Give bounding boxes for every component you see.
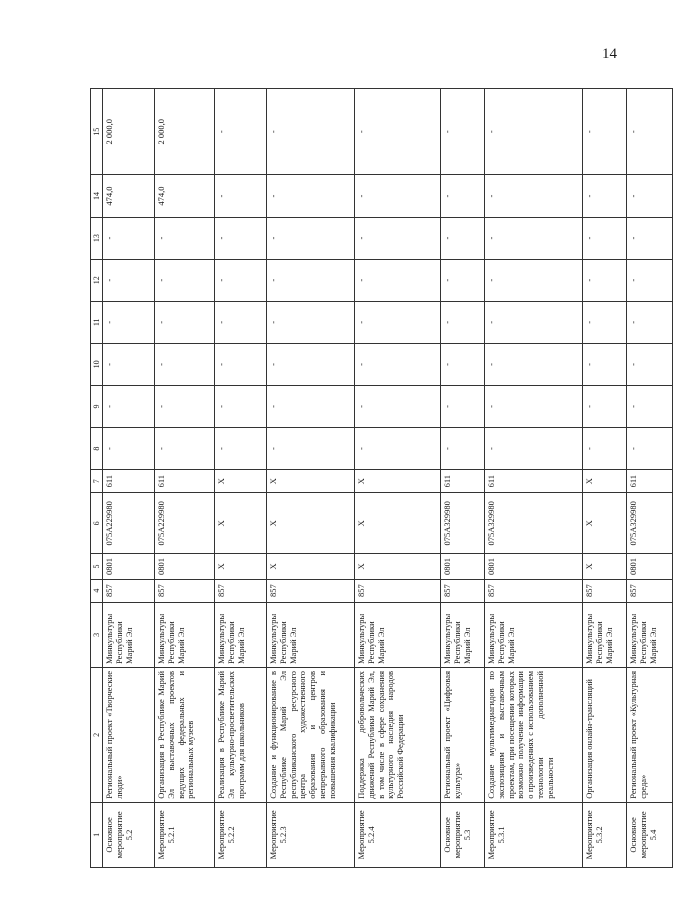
table-row: [583, 89, 627, 868]
cell-col11: -: [215, 301, 267, 343]
cell-col15: 2 000,0: [155, 89, 215, 175]
cell-col10: -: [103, 343, 155, 385]
cell-col13: -: [355, 217, 441, 259]
cell-col15: -: [583, 89, 627, 175]
page-number: 14: [602, 46, 617, 62]
cell-col14: -: [627, 175, 673, 217]
column-header-13: 13: [91, 217, 103, 259]
cell-col11: -: [627, 301, 673, 343]
cell-col14: -: [215, 175, 267, 217]
table-row: [441, 89, 485, 868]
cell-col12: -: [355, 259, 441, 301]
column-header-10: 10: [91, 343, 103, 385]
cell-executor: Минкультуры Республики Марий Эл: [627, 602, 673, 667]
cell-measure-number: Мероприятие 5.3.2: [583, 802, 627, 867]
column-header-9: 9: [91, 385, 103, 427]
cell-col9: -: [355, 385, 441, 427]
cell-col12: -: [485, 259, 583, 301]
cell-col7: X: [355, 470, 441, 493]
column-header-6: 6: [91, 493, 103, 554]
cell-col4: 857: [155, 579, 215, 602]
cell-col11: -: [441, 301, 485, 343]
cell-measure-name: Региональный проект «Цифровая культура»: [441, 668, 485, 803]
cell-col6: 075A229980: [103, 493, 155, 554]
cell-col6: 075A229980: [155, 493, 215, 554]
cell-col14: -: [441, 175, 485, 217]
cell-col14: -: [583, 175, 627, 217]
cell-col10: -: [441, 343, 485, 385]
cell-col15: -: [267, 89, 355, 175]
cell-col14: -: [485, 175, 583, 217]
cell-col5: X: [267, 554, 355, 579]
cell-col9: -: [441, 385, 485, 427]
cell-col13: -: [155, 217, 215, 259]
cell-executor: Минкультуры Республики Марий Эл: [441, 602, 485, 667]
cell-col12: -: [103, 259, 155, 301]
cell-col10: -: [155, 343, 215, 385]
cell-col9: -: [267, 385, 355, 427]
cell-measure-name: Реализация в Республике Марий Эл культурно-просветительских программ для школьников: [215, 668, 267, 803]
cell-col7: X: [583, 470, 627, 493]
cell-col6: X: [267, 493, 355, 554]
cell-col9: -: [215, 385, 267, 427]
cell-col10: -: [215, 343, 267, 385]
cell-executor: Минкультуры Республики Марий Эл: [215, 602, 267, 667]
cell-col5: 0801: [103, 554, 155, 579]
cell-col12: -: [215, 259, 267, 301]
cell-col9: -: [103, 385, 155, 427]
cell-col8: -: [215, 428, 267, 470]
cell-col13: -: [627, 217, 673, 259]
cell-col5: X: [583, 554, 627, 579]
cell-col9: -: [583, 385, 627, 427]
cell-measure-number: Основное мероприятие 5.2: [103, 802, 155, 867]
cell-col7: 611: [155, 470, 215, 493]
cell-col12: -: [441, 259, 485, 301]
cell-col6: 075A329980: [485, 493, 583, 554]
column-header-1: 1: [91, 802, 103, 867]
cell-executor: Минкультуры Республики Марий Эл: [355, 602, 441, 667]
table-row: [155, 89, 215, 868]
cell-col4: 857: [355, 579, 441, 602]
cell-col13: -: [485, 217, 583, 259]
cell-col11: -: [355, 301, 441, 343]
cell-col5: 0801: [441, 554, 485, 579]
cell-col10: -: [583, 343, 627, 385]
cell-col4: 857: [267, 579, 355, 602]
cell-col11: -: [103, 301, 155, 343]
cell-col11: -: [267, 301, 355, 343]
cell-col13: -: [583, 217, 627, 259]
cell-col4: 857: [103, 579, 155, 602]
cell-measure-number: Мероприятие 5.2.3: [267, 802, 355, 867]
cell-col5: 0801: [627, 554, 673, 579]
cell-col12: -: [583, 259, 627, 301]
cell-executor: Минкультуры Республики Марий Эл: [583, 602, 627, 667]
cell-col13: -: [267, 217, 355, 259]
cell-col14: -: [267, 175, 355, 217]
cell-col6: X: [355, 493, 441, 554]
cell-measure-name: Создание мультимедиагидов по экспозициям и выставочным проектам, при посещении которых возможно получение информации о произведениях с использованием технологии дополненной реальности: [485, 668, 583, 803]
column-header-3: 3: [91, 602, 103, 667]
cell-col6: X: [583, 493, 627, 554]
cell-col13: -: [103, 217, 155, 259]
cell-executor: Минкультуры Республики Марий Эл: [485, 602, 583, 667]
cell-col8: -: [441, 428, 485, 470]
cell-col8: -: [155, 428, 215, 470]
cell-col12: -: [627, 259, 673, 301]
cell-measure-name: Региональный проект «Культурная среда»: [627, 668, 673, 803]
cell-col14: 474,0: [103, 175, 155, 217]
table-row: [215, 89, 267, 868]
cell-col6: X: [215, 493, 267, 554]
cell-col11: -: [583, 301, 627, 343]
cell-col4: 857: [215, 579, 267, 602]
cell-col5: X: [215, 554, 267, 579]
cell-col15: -: [441, 89, 485, 175]
column-header-4: 4: [91, 579, 103, 602]
column-header-8: 8: [91, 428, 103, 470]
cell-col15: -: [627, 89, 673, 175]
cell-measure-name: Поддержка добровольческих движений Республики Марий Эл, в том числе в сфере сохранения культурного наследия народов Российской Федерации: [355, 668, 441, 803]
cell-executor: Минкультуры Республики Марий Эл: [103, 602, 155, 667]
cell-col10: -: [627, 343, 673, 385]
cell-col7: X: [267, 470, 355, 493]
cell-col14: 474,0: [155, 175, 215, 217]
cell-measure-name: Организация в Республике Марий Эл выставочных проектов ведущих федеральных и региональных музеев: [155, 668, 215, 803]
table-row: [267, 89, 355, 868]
cell-measure-number: Мероприятие 5.2.4: [355, 802, 441, 867]
cell-measure-number: Мероприятие 5.2.1: [155, 802, 215, 867]
column-header-11: 11: [91, 301, 103, 343]
cell-col4: 857: [583, 579, 627, 602]
cell-measure-number: Основное мероприятие 5.4: [627, 802, 673, 867]
cell-col5: 0801: [485, 554, 583, 579]
cell-col6: 075A329980: [441, 493, 485, 554]
cell-col4: 857: [627, 579, 673, 602]
column-header-2: 2: [91, 668, 103, 803]
column-header-5: 5: [91, 554, 103, 579]
cell-col9: -: [627, 385, 673, 427]
cell-col11: -: [155, 301, 215, 343]
cell-col6: 075A329980: [627, 493, 673, 554]
cell-col10: -: [267, 343, 355, 385]
cell-col7: 611: [485, 470, 583, 493]
column-header-15: 15: [91, 89, 103, 175]
cell-col14: -: [355, 175, 441, 217]
cell-col15: 2 000,0: [103, 89, 155, 175]
column-header-14: 14: [91, 175, 103, 217]
cell-col7: 611: [627, 470, 673, 493]
cell-measure-name: Региональный проект «Творческие люди»: [103, 668, 155, 803]
cell-col8: -: [355, 428, 441, 470]
cell-col4: 857: [441, 579, 485, 602]
cell-col13: -: [441, 217, 485, 259]
cell-measure-number: Основное мероприятие 5.3: [441, 802, 485, 867]
cell-col12: -: [155, 259, 215, 301]
column-header-7: 7: [91, 470, 103, 493]
cell-col4: 857: [485, 579, 583, 602]
cell-col15: -: [485, 89, 583, 175]
cell-executor: Минкультуры Республики Марий Эл: [267, 602, 355, 667]
cell-col10: -: [485, 343, 583, 385]
cell-col9: -: [155, 385, 215, 427]
cell-col7: 611: [441, 470, 485, 493]
cell-col10: -: [355, 343, 441, 385]
table-row: [485, 89, 583, 868]
cell-executor: Минкультуры Республики Марий Эл: [155, 602, 215, 667]
table-row: [355, 89, 441, 868]
cell-col8: -: [583, 428, 627, 470]
cell-col13: -: [215, 217, 267, 259]
cell-col5: 0801: [155, 554, 215, 579]
cell-col5: X: [355, 554, 441, 579]
cell-col8: -: [267, 428, 355, 470]
cell-measure-name: Организация онлайн-трансляций: [583, 668, 627, 803]
cell-col7: X: [215, 470, 267, 493]
cell-col11: -: [485, 301, 583, 343]
cell-col9: -: [485, 385, 583, 427]
rotated-table-wrapper: [90, 88, 673, 868]
table-row: [627, 89, 673, 868]
cell-measure-number: Мероприятие 5.3.1: [485, 802, 583, 867]
column-header-12: 12: [91, 259, 103, 301]
cell-col15: -: [215, 89, 267, 175]
header-row: [91, 89, 103, 868]
cell-col8: -: [103, 428, 155, 470]
cell-col8: -: [485, 428, 583, 470]
table-body: [103, 89, 673, 868]
table-row: [103, 89, 155, 868]
cell-col12: -: [267, 259, 355, 301]
cell-measure-number: Мероприятие 5.2.2: [215, 802, 267, 867]
cell-col7: 611: [103, 470, 155, 493]
cell-col15: -: [355, 89, 441, 175]
cell-measure-name: Создание и функционирование в Республике Марий Эл республиканского ресурсного центра художественного образования и центров непрерывного образования и повышения квалификации: [267, 668, 355, 803]
cell-col8: -: [627, 428, 673, 470]
budget-table: [90, 88, 673, 868]
